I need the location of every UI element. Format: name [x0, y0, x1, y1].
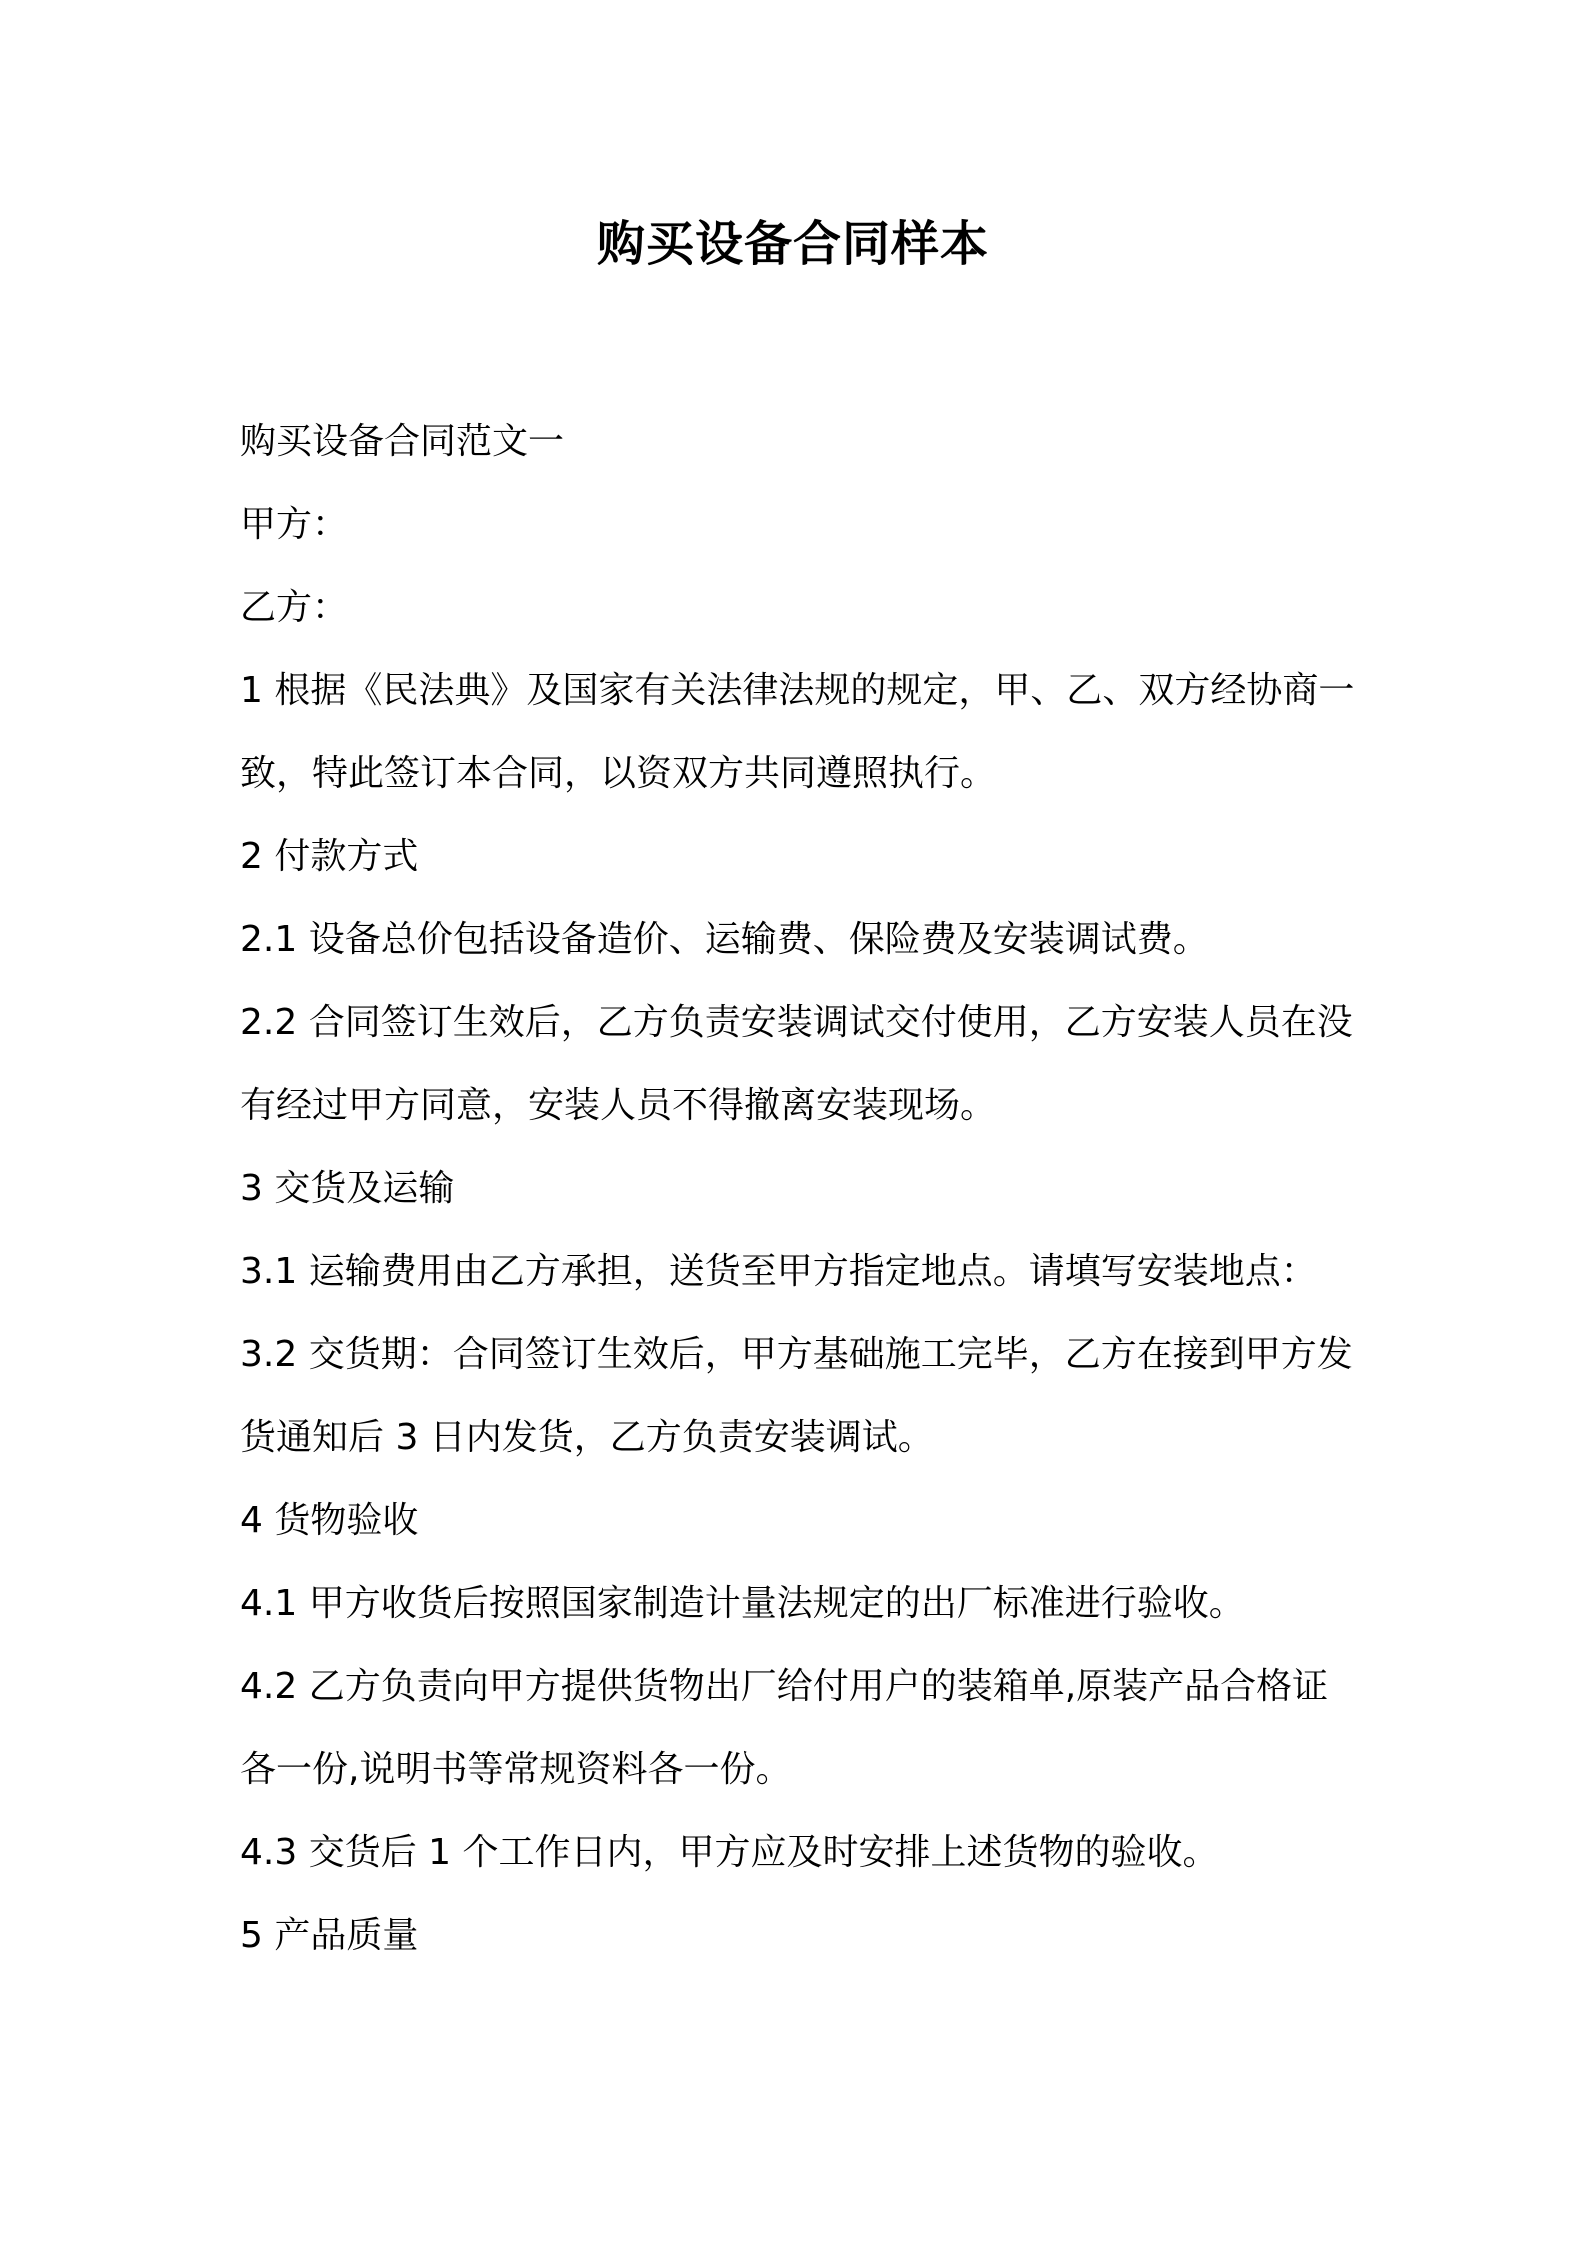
clause-2-heading: 2 付款方式 [240, 836, 419, 877]
document-title: 购买设备合同样本 [596, 216, 989, 272]
clause-1: 1 根据《民法典》及国家有关法律法规的规定，甲、乙、双方经协商一致，特此签订本合同，以资双方共同遵照执行。 [240, 670, 1355, 794]
party-a-line: 甲方： [240, 504, 349, 545]
clause-3-1: 3.1 运输费用由乙方承担，送货至甲方指定地点。请填写安装地点： [240, 1251, 1317, 1292]
clause-4-3: 4.3 交货后 1 个工作日内，甲方应及时安排上述货物的验收。 [240, 1832, 1219, 1873]
clause-3-2: 3.2 交货期：合同签订生效后，甲方基础施工完毕，乙方在接到甲方发货通知后 3 日内发货，乙方负责安装调试。 [240, 1334, 1353, 1458]
clause-4-heading: 4 货物验收 [240, 1500, 419, 1541]
clause-4-2: 4.2 乙方负责向甲方提供货物出厂给付用户的装箱单,原装产品合格证各一份,说明书等常规资料各一份。 [240, 1666, 1329, 1790]
party-b-line: 乙方： [240, 587, 349, 628]
clause-3-heading: 3 交货及运输 [240, 1168, 455, 1209]
section-heading: 购买设备合同范文一 [240, 421, 565, 462]
clause-5-heading: 5 产品质量 [240, 1915, 419, 1956]
clause-4-1: 4.1 甲方收货后按照国家制造计量法规定的出厂标准进行验收。 [240, 1583, 1245, 1624]
document-body [240, 400, 1360, 1977]
clause-2-1: 2.1 设备总价包括设备造价、运输费、保险费及安装调试费。 [240, 919, 1209, 960]
clause-2-2: 2.2 合同签订生效后，乙方负责安装调试交付使用，乙方安装人员在没有经过甲方同意，安装人员不得撤离安装现场。 [240, 1002, 1353, 1126]
